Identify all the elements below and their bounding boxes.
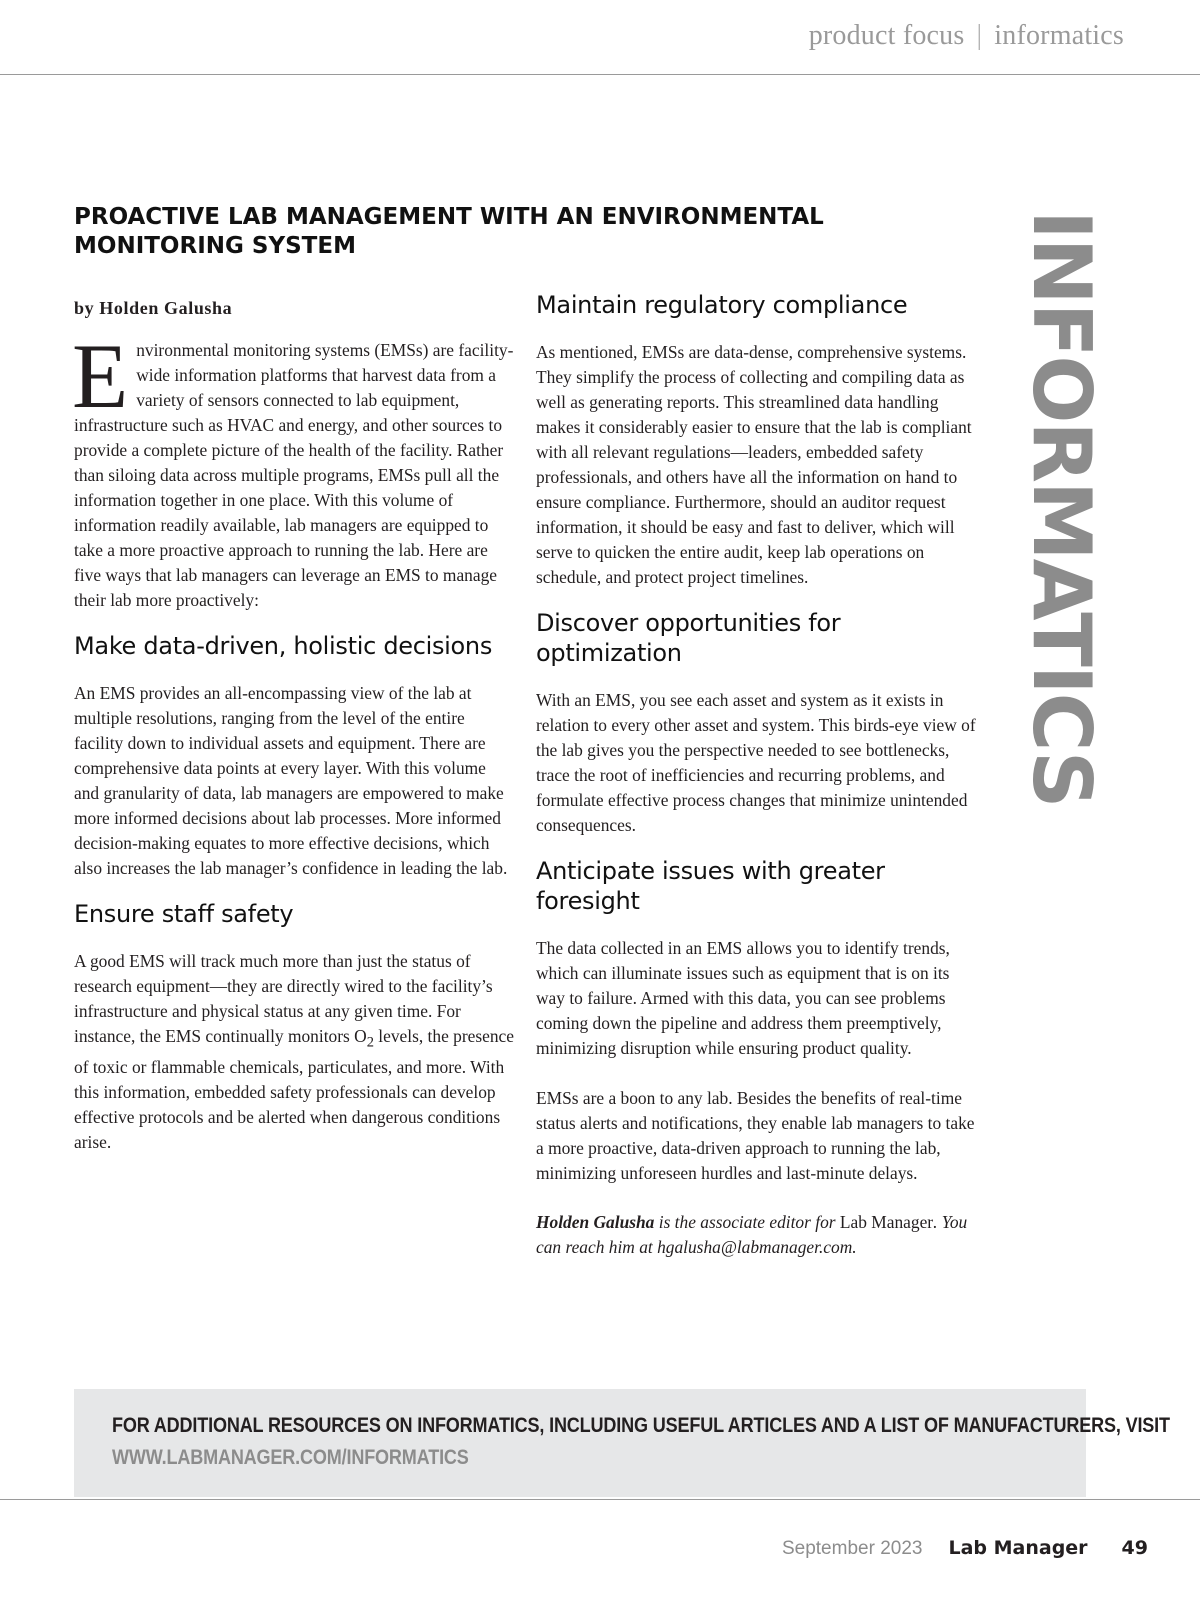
author-bio: Holden Galusha is the associate editor for Lab Manager. You can reach him at hgalusha@labmanager.com. xyxy=(536,1212,968,1257)
drop-cap: E xyxy=(72,325,129,427)
section-body: The data collected in an EMS allows you to identify trends, which can illuminate issues such as equipment that is on its way to failure. Armed with this data, you can see problems coming down the pipeline and address them preemptively, minimizing disruption while ensuring product quality. xyxy=(536,938,950,1058)
section-name: product focus xyxy=(808,20,965,51)
page-footer xyxy=(782,1537,1148,1560)
intro-text: nvironmental monitoring systems (EMSs) are facility-wide information platforms that harvest data from a variety of sensors connected to lab equipment, infrastructure such as HVAC and energy, and other sources to provide a complete picture of the health of the facility. Rather than siloing data across multiple programs, EMSs pull all the information together in one place. With this volume of information readily available, lab managers are equipped to take a more proactive approach to running the lab. Here are five ways that lab managers can leverage an EMS to manage their lab more proactively: xyxy=(74,340,514,610)
conclusion-paragraph: EMSs are a boon to any lab. Besides the benefits of real-time status alerts and notifications, they enable lab managers to take a more proactive, data-driven approach to running the lab, minimizing unforeseen hurdles and last-minute delays. xyxy=(536,1088,975,1183)
section-body: With an EMS, you see each asset and system as it exists in relation to every other asset and system. This birds-eye view of the lab gives you the perspective needed to see bottlenecks, trace the root of inefficiencies and recurring problems, and formulate effective process changes that minimize unintended consequences. xyxy=(536,690,976,835)
article-headline: PROACTIVE LAB MANAGEMENT WITH AN ENVIRONMENTAL MONITORING SYSTEM xyxy=(74,204,824,259)
intro-paragraph xyxy=(72,325,514,613)
right-column xyxy=(536,290,976,1260)
left-column xyxy=(74,296,514,1155)
issue-date: September 2023 xyxy=(781,1538,923,1559)
section-heading: Maintain regulatory compliance xyxy=(536,291,908,319)
section-body: A good EMS will track much more than just the status of research equipment—they are directly wired to the facility’s infrastructure and physical status at any given time. For instance, the EMS continually monitors $O_2$ levels, the presence of toxic or flammable chemicals, particulates, and more. With this information, embedded safety professionals can develop effective protocols and be alerted when dangerous conditions arise. xyxy=(74,951,514,1153)
section-body: An EMS provides an all-encompassing view of the lab at multiple resolutions, ranging from the level of the entire facility down to individual assets and equipment. There are comprehensive data points at every layer. With this volume and granularity of data, lab managers are empowered to make more informed decisions about lab processes. More informed decision-making equates to more effective decisions, which also increases the lab manager’s confidence in leading the lab. xyxy=(74,683,508,878)
callout-link[interactable]: WWW.LABMANAGER.COM/INFORMATICS xyxy=(112,1446,469,1469)
author-name: Holden Galusha xyxy=(536,1212,655,1232)
page-number: 49 xyxy=(1121,1537,1148,1559)
subsection-name: informatics xyxy=(994,20,1124,51)
footer-rule xyxy=(0,1499,1200,1500)
publication-name: Lab Manager xyxy=(839,1212,934,1232)
section-heading: Make data-driven, holistic decisions xyxy=(74,632,493,660)
section-heading: Discover opportunities for optimization xyxy=(536,609,841,667)
running-header xyxy=(809,20,1124,52)
subscript: 2 xyxy=(366,1034,374,1051)
section-body: As mentioned, EMSs are data-dense, comprehensive systems. They simplify the process of collecting and compiling data as well as generating reports. This streamlined data handling makes it considerably easier to ensure that the lab is compliant with all relevant regulations—leaders, embedded safety professionals, and others have all the information on hand to ensure compliance. Furthermore, should an auditor request information, it should be easy and fast to deliver, which will serve to quicken the entire audit, keep lab operations on schedule, and protect project timelines. xyxy=(536,342,972,587)
header-rule xyxy=(0,74,1200,75)
byline: by Holden Galusha xyxy=(74,298,233,318)
callout-text: FOR ADDITIONAL RESOURCES ON INFORMATICS, INCLUDING USEFUL ARTICLES AND A LIST OF MANUFACTURERS, VISIT xyxy=(112,1414,1170,1437)
magazine-name: Lab Manager xyxy=(948,1537,1088,1559)
header-separator: | xyxy=(976,20,983,51)
section-heading: Anticipate issues with greater foresight xyxy=(536,857,885,915)
section-heading: Ensure staff safety xyxy=(74,900,294,928)
author-contact: You can reach him at hgalusha@labmanager.com. xyxy=(536,1212,968,1257)
resources-callout xyxy=(74,1389,1170,1497)
